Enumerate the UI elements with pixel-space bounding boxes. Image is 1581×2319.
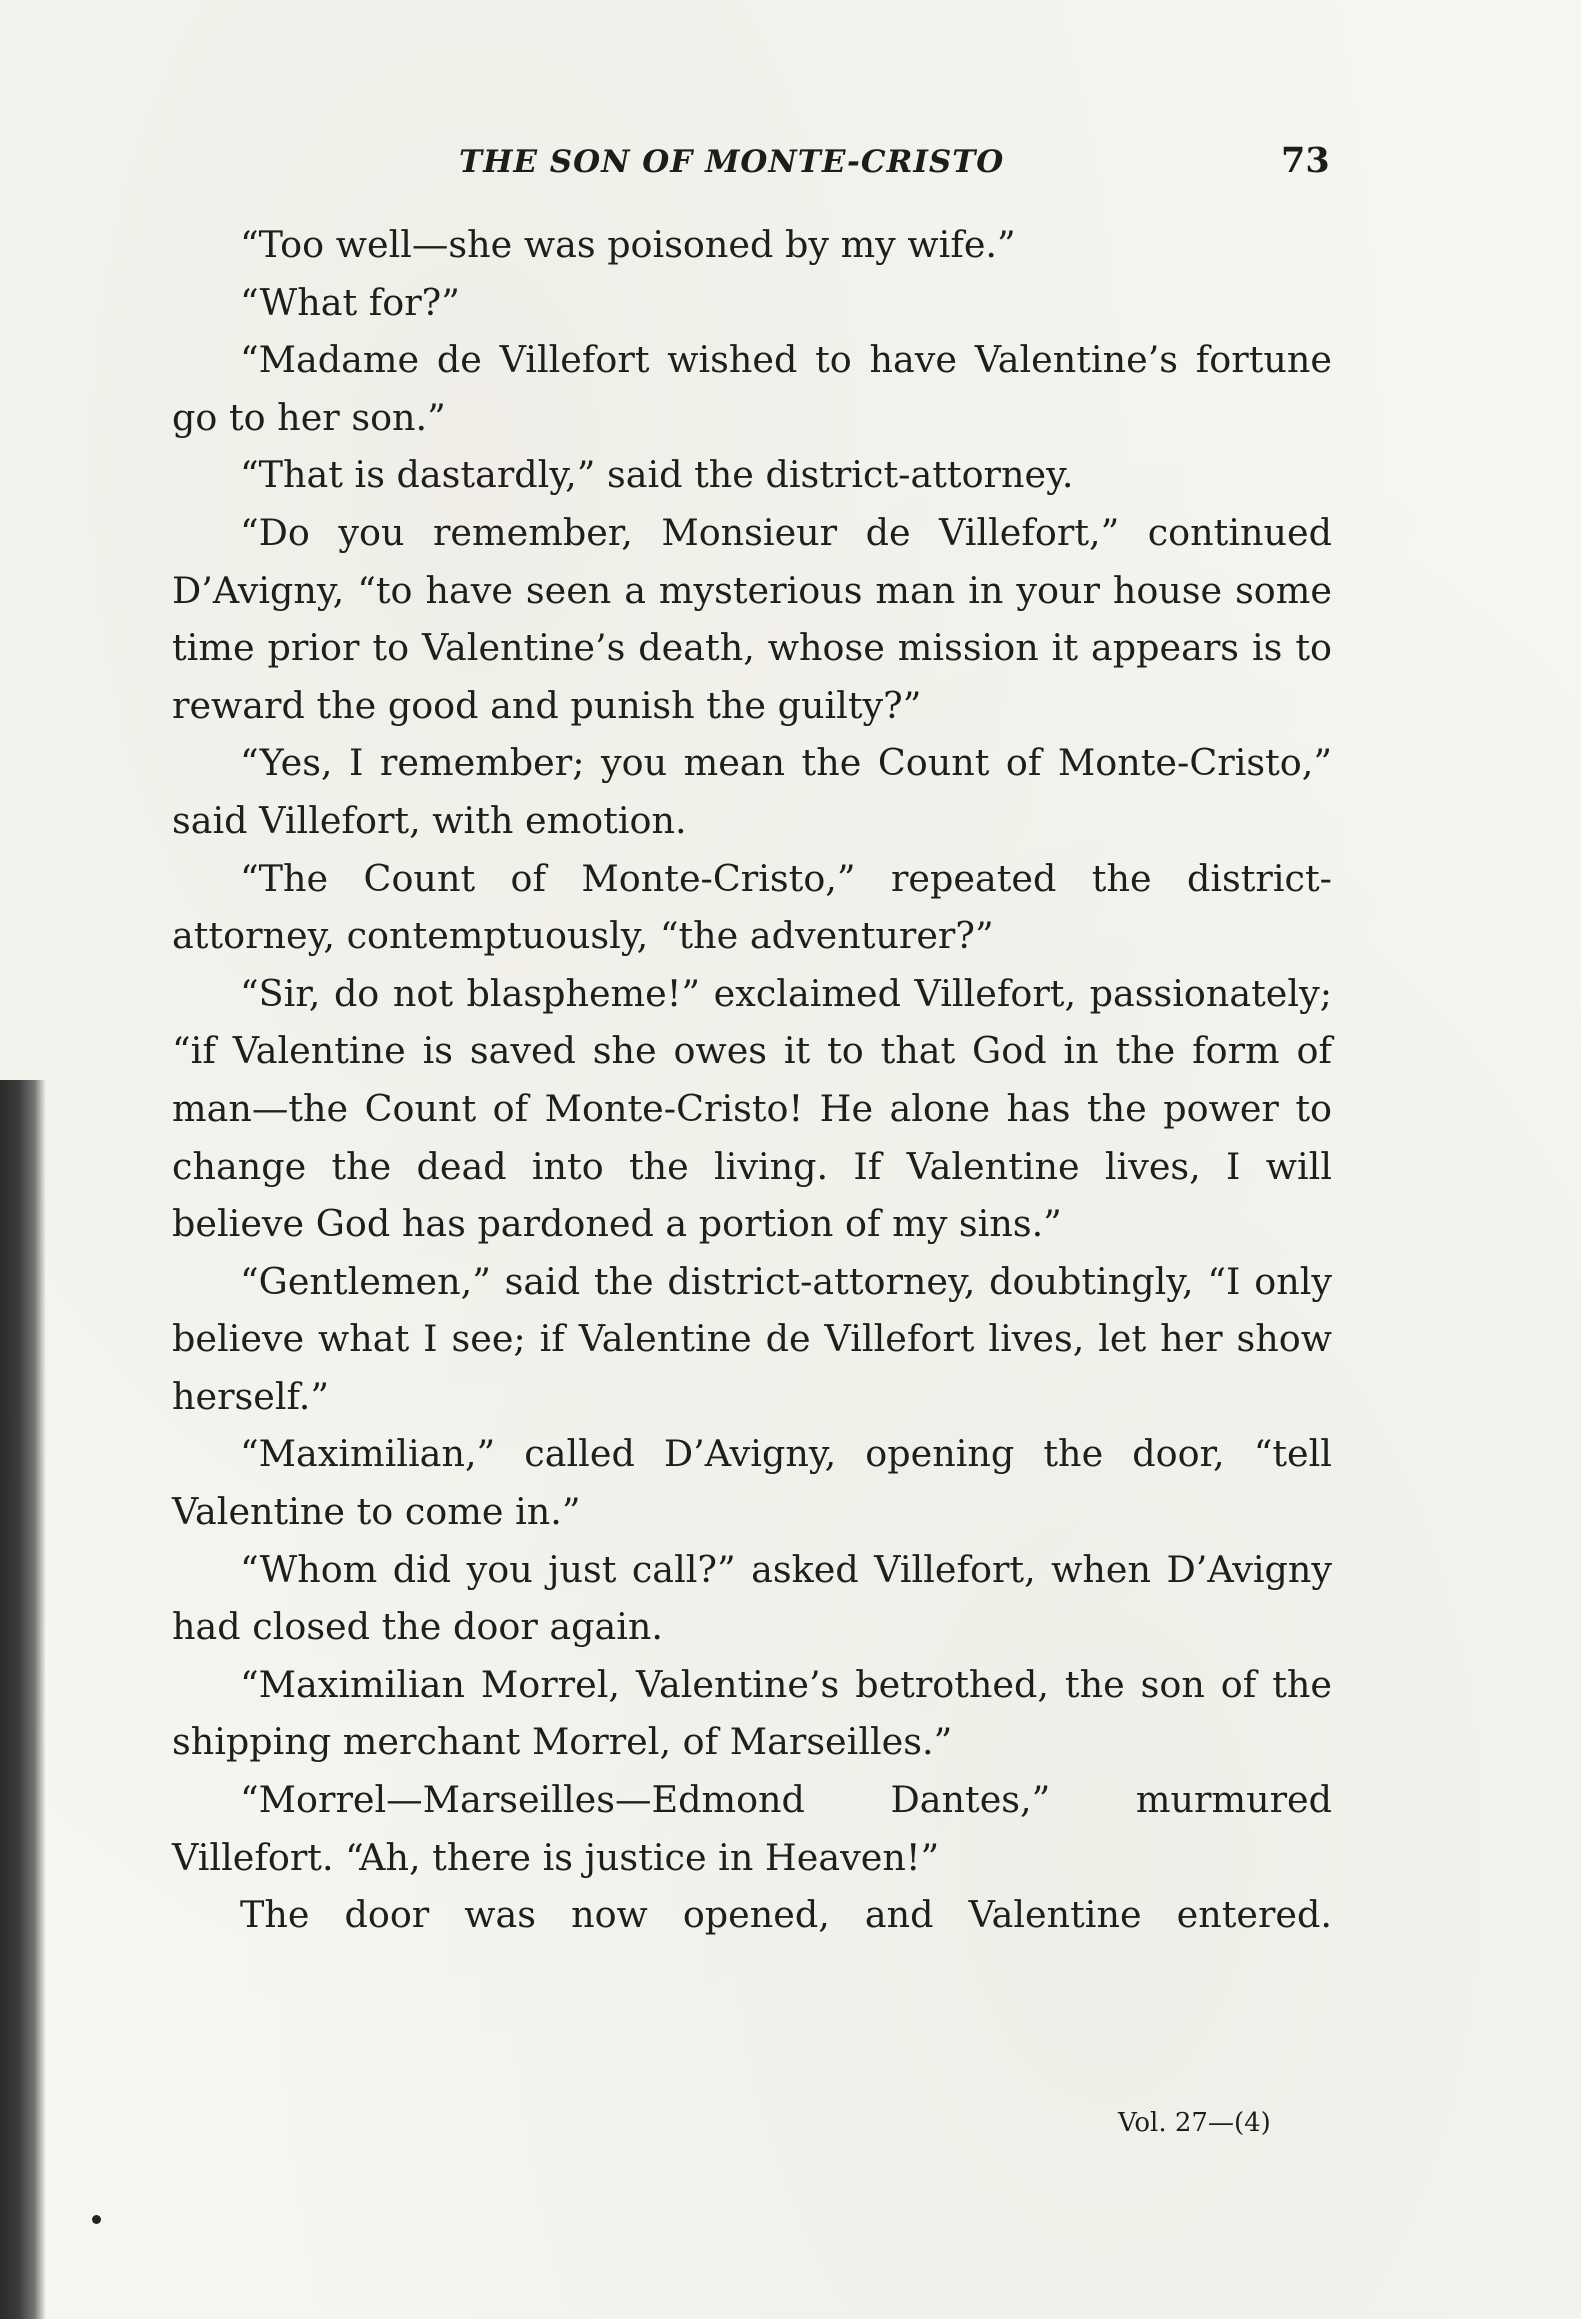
paragraph: The door was now opened, and Valentine entered. <box>240 1893 1332 1937</box>
paragraph: “Maximilian,” called D’Avigny, opening the door, “tell Valentine to come in.” <box>172 1432 1332 1534</box>
paragraph: “What for?” <box>240 280 460 324</box>
body-text <box>172 216 1332 1944</box>
running-head <box>0 140 1581 200</box>
paragraph: “Too well—she was poisoned by my wife.” <box>240 223 1016 266</box>
paragraph: “Yes, I remember; you mean the Count of Monte-Cristo,” said Villefort, with emotion. <box>172 741 1332 842</box>
paragraph: “The Count of Monte-Cristo,” repeated the district-attorney, contemptuously, “the adventurer?” <box>172 856 1332 958</box>
page-number: 73 <box>1281 140 1330 181</box>
ink-speck <box>92 2215 101 2224</box>
paragraph: “Morrel—Marseilles—Edmond Dantes,” murmured Villefort. “Ah, there is justice in Heaven!” <box>172 1778 1332 1879</box>
paragraph: “Whom did you just call?” asked Villefort, when D’Avigny had closed the door again. <box>172 1547 1332 1649</box>
paragraph: “Maximilian Morrel, Valentine’s betrothed, the son of the shipping merchant Morrel, of Marseilles.” <box>172 1662 1332 1764</box>
paragraph: “Sir, do not blaspheme!” exclaimed Villefort, passionately; “if Valentine is saved she owes it to that God in the form of man—the Count of Monte-Cristo! He alone has the power to change the dead into the living. If Valentine lives, I will believe God has pardoned a portion of my sins.” <box>172 971 1332 1246</box>
binding-edge-shadow <box>0 1080 46 2319</box>
paragraph: “Gentlemen,” said the district-attorney, doubtingly, “I only believe what I see; if Valentine de Villefort lives, let her show herself.” <box>172 1259 1332 1418</box>
paragraph: “Madame de Villefort wished to have Valentine’s fortune go to her son.” <box>172 338 1332 439</box>
running-title: THE SON OF MONTE-CRISTO <box>459 144 1005 180</box>
paragraph: “Do you remember, Monsieur de Villefort,” continued D’Avigny, “to have seen a mysterious man in your house some time prior to Valentine’s death, whose mission it appears is to reward the good and punish the guilty?” <box>172 510 1332 727</box>
paragraph: “That is dastardly,” said the district-attorney. <box>240 453 1074 497</box>
signature-mark: Vol. 27—(4) <box>1118 2108 1271 2138</box>
